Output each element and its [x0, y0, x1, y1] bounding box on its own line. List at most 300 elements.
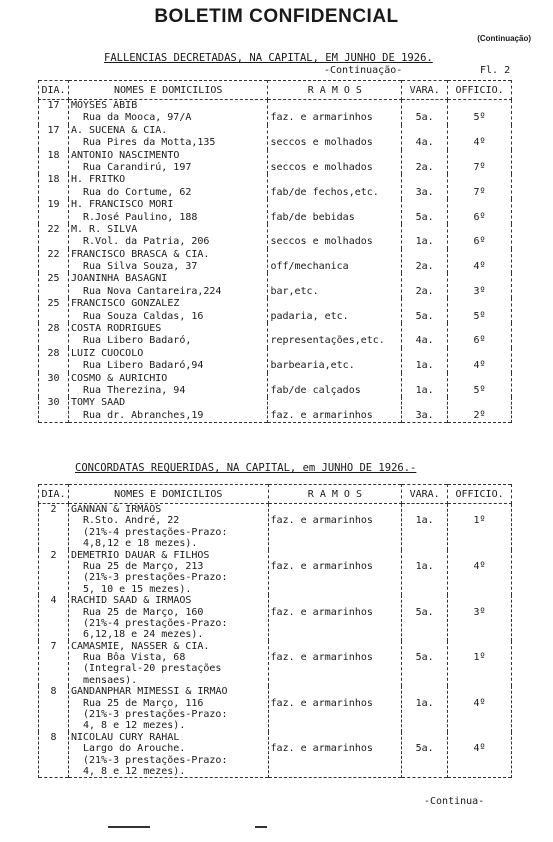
- court-cell: [402, 273, 448, 298]
- name-address-cell: [68, 199, 267, 224]
- court-cell: [402, 249, 448, 274]
- blank-line: [450, 348, 509, 360]
- blank-line: [450, 550, 509, 561]
- office-cell: [448, 224, 512, 249]
- col-header-nomes: NOMES E DOMICILIOS: [68, 81, 267, 100]
- firm-address: Rua Pires da Motta,135: [82, 137, 216, 149]
- court-value: 1a.: [415, 560, 434, 572]
- office-cell: [448, 174, 512, 199]
- firm-address: Rua Silva Souza, 37: [82, 261, 198, 273]
- blank-line: [404, 273, 445, 285]
- court-value: 4a.: [415, 335, 434, 347]
- day-cell: [39, 686, 69, 732]
- table-row: [39, 373, 512, 398]
- branch-value: representações,etc.: [270, 335, 385, 347]
- name-address-cell: [68, 686, 268, 732]
- day-value: 25: [47, 298, 60, 310]
- table-row: [39, 125, 512, 150]
- day-value: 17: [47, 100, 60, 111]
- office-value: 2º: [473, 409, 486, 421]
- office-value: 5º: [473, 310, 486, 322]
- continuation-note: (Continuação): [477, 34, 531, 43]
- blank-line: [270, 373, 399, 385]
- office-value: 5º: [473, 384, 486, 396]
- court-value: 3a.: [415, 186, 434, 198]
- firm-name: FRANCISCO BRASCA & CIA.: [70, 248, 210, 260]
- blank-line: [450, 323, 509, 335]
- day-value: 17: [47, 124, 60, 136]
- court-value: 3a.: [415, 409, 434, 421]
- blank-line: [404, 199, 445, 211]
- blank-line: [271, 550, 400, 561]
- branch-cell: [268, 348, 402, 373]
- blank-line: [450, 100, 509, 112]
- branch-cell: [268, 125, 402, 150]
- day-value: 28: [47, 347, 60, 359]
- branch-cell: [268, 641, 402, 687]
- falencias-subtitle: -Continuação-: [324, 65, 403, 76]
- ink-mark: [108, 826, 150, 828]
- branch-value: faz. e armarinhos: [270, 652, 373, 664]
- firm-address: Rua do Cortume, 62: [82, 186, 192, 198]
- office-value: 6º: [473, 211, 486, 223]
- blank-line: [270, 249, 399, 261]
- name-address-cell: [68, 595, 268, 641]
- blank-line: [404, 348, 445, 360]
- branch-cell: [268, 273, 402, 298]
- table-row: [39, 100, 512, 125]
- col-header-ramos: R A M O S: [268, 485, 402, 504]
- name-address-cell: [68, 373, 267, 398]
- page-number: Fl. 2: [480, 65, 511, 76]
- day-value: 18: [47, 149, 60, 161]
- firm-address: Rua dr. Abranches,19: [82, 409, 204, 421]
- office-cell: [448, 348, 512, 373]
- col-header-oficio: OFFICIO.: [448, 485, 512, 504]
- blank-line: [270, 323, 399, 335]
- office-cell: [448, 504, 512, 550]
- day-cell: [39, 298, 69, 323]
- office-value: 4º: [473, 360, 486, 372]
- firm-address: Rua Nova Cantareira,224: [82, 285, 222, 297]
- firm-address: Largo do Arouche.: [82, 743, 186, 755]
- blank-line: [270, 150, 399, 162]
- blank-line: [404, 298, 445, 310]
- court-cell: [402, 199, 448, 224]
- name-address-cell: [68, 732, 268, 778]
- court-value: 5a.: [415, 211, 434, 223]
- branch-value: padaria, etc.: [270, 310, 349, 322]
- office-cell: [448, 641, 512, 687]
- office-value: 1º: [473, 515, 486, 527]
- office-value: 4º: [473, 697, 486, 709]
- office-cell: [448, 298, 512, 323]
- blank-line: [270, 100, 399, 112]
- office-value: 4º: [473, 560, 486, 572]
- table-row: [39, 273, 512, 298]
- court-cell: [402, 348, 448, 373]
- court-cell: [402, 732, 448, 778]
- court-value: 5a.: [415, 112, 434, 124]
- court-value: 1a.: [415, 236, 434, 248]
- court-value: 1a.: [415, 384, 434, 396]
- falencias-table: [38, 80, 512, 423]
- court-cell: [402, 641, 448, 687]
- day-value: 8: [50, 686, 57, 698]
- office-cell: [448, 273, 512, 298]
- concordatas-table: [38, 484, 512, 778]
- firm-name: CAMASMIE, NASSER & CIA.: [70, 640, 210, 652]
- office-cell: [448, 550, 512, 596]
- firm-name: DEMETRIO DAUAR & FILHOS: [70, 549, 210, 561]
- day-value: 22: [47, 223, 60, 235]
- col-header-dia: DIA.: [39, 485, 69, 504]
- branch-cell: [268, 595, 402, 641]
- office-value: 7º: [473, 161, 486, 173]
- day-cell: [39, 125, 69, 150]
- court-cell: [402, 323, 448, 348]
- day-cell: [39, 273, 69, 298]
- blank-line: [404, 373, 445, 385]
- firm-address: Rua 25 de Março, 213: [82, 560, 204, 572]
- table-row: [39, 641, 512, 687]
- table-row: [39, 595, 512, 641]
- ink-mark: [255, 826, 267, 828]
- branch-cell: [268, 397, 402, 422]
- firm-address: Rua Libero Badaró,: [82, 335, 192, 347]
- blank-line: [450, 397, 509, 409]
- office-cell: [448, 732, 512, 778]
- court-value: 4a.: [415, 137, 434, 149]
- blank-line: [450, 732, 509, 743]
- table-header-row: [39, 81, 512, 100]
- blank-line: [271, 641, 400, 652]
- blank-line: [450, 504, 509, 515]
- name-address-cell: [68, 249, 267, 274]
- agreement-terms: 4, 8 e 12 mezes).: [82, 720, 186, 732]
- branch-cell: [268, 249, 402, 274]
- court-cell: [402, 125, 448, 150]
- table-row: [39, 732, 512, 778]
- firm-name: COSMO & AURICHIO: [70, 372, 168, 384]
- firm-name: TOMY SAAD: [70, 397, 126, 409]
- branch-value: fab/de bebidas: [270, 211, 355, 223]
- agreement-terms: (21%-3 prestações-Prazo:: [82, 709, 228, 721]
- name-address-cell: [68, 125, 267, 150]
- blank-line: [450, 641, 509, 652]
- agreement-terms: 6,12,18 e 24 mezes).: [82, 629, 204, 641]
- blank-line: [270, 125, 399, 137]
- table-row: [39, 249, 512, 274]
- blank-line: [270, 273, 399, 285]
- blank-line: [270, 224, 399, 236]
- day-cell: [39, 641, 69, 687]
- office-value: 4º: [473, 743, 486, 755]
- branch-cell: [268, 174, 402, 199]
- firm-name: GANNAN & IRMÃOS: [70, 504, 162, 515]
- court-value: 5a.: [415, 310, 434, 322]
- day-cell: [39, 348, 69, 373]
- office-value: 5º: [473, 112, 486, 124]
- court-cell: [402, 595, 448, 641]
- office-cell: [448, 397, 512, 422]
- court-value: 1a.: [415, 697, 434, 709]
- firm-address: R.Vol. da Patria, 206: [82, 236, 210, 248]
- blank-line: [450, 686, 509, 697]
- court-cell: [402, 373, 448, 398]
- table-row: [39, 224, 512, 249]
- agreement-terms: (21%-3 prestações-Prazo:: [82, 572, 228, 584]
- blank-line: [450, 595, 509, 606]
- blank-line: [271, 504, 400, 515]
- branch-value: seccos e molhados: [270, 137, 373, 149]
- firm-address: Rua 25 de Março, 160: [82, 606, 204, 618]
- branch-value: faz. e armarinhos: [270, 515, 373, 527]
- firm-address: Rua da Mooca, 97/A: [82, 112, 192, 124]
- name-address-cell: [68, 174, 267, 199]
- branch-value: seccos e molhados: [270, 161, 373, 173]
- table-row: [39, 150, 512, 175]
- day-cell: [39, 199, 69, 224]
- court-value: 5a.: [415, 606, 434, 618]
- branch-cell: [268, 550, 402, 596]
- office-cell: [448, 373, 512, 398]
- office-value: 7º: [473, 186, 486, 198]
- firm-name: GANDANPHAR MIMESSI & IRMÃO: [70, 686, 228, 698]
- firm-name: FRANCISCO GONZALEZ: [70, 298, 180, 310]
- blank-line: [271, 686, 400, 697]
- firm-address: Rua Libero Badaró,94: [82, 360, 204, 372]
- office-cell: [448, 199, 512, 224]
- name-address-cell: [68, 348, 267, 373]
- day-cell: [39, 550, 69, 596]
- day-cell: [39, 150, 69, 175]
- table-row: [39, 686, 512, 732]
- firm-name: LUIZ CUOCOLO: [70, 347, 144, 359]
- branch-value: off/mechanica: [270, 261, 349, 273]
- table-row: [39, 504, 512, 550]
- branch-value: faz. e armarinhos: [270, 409, 373, 421]
- col-header-vara: VARA.: [402, 81, 448, 100]
- blank-line: [271, 595, 400, 606]
- firm-name: M. R. SILVA: [70, 223, 138, 235]
- office-value: 3º: [473, 285, 486, 297]
- office-value: 6º: [473, 335, 486, 347]
- office-cell: [448, 150, 512, 175]
- firm-name: COSTA RODRIGUES: [70, 323, 162, 335]
- agreement-terms: 4,8,12 e 18 mezes).: [82, 538, 198, 550]
- table-row: [39, 348, 512, 373]
- day-value: 8: [50, 731, 57, 743]
- firm-name: H. FRANCISCO MORI: [70, 199, 174, 211]
- day-value: 7: [50, 640, 57, 652]
- branch-value: faz. e armarinhos: [270, 606, 373, 618]
- blank-line: [404, 323, 445, 335]
- court-cell: [402, 224, 448, 249]
- branch-cell: [268, 323, 402, 348]
- branch-value: bar,etc.: [270, 285, 319, 297]
- blank-line: [404, 174, 445, 186]
- table-row: [39, 298, 512, 323]
- branch-value: faz. e armarinhos: [270, 560, 373, 572]
- office-cell: [448, 125, 512, 150]
- blank-line: [404, 100, 445, 112]
- branch-cell: [268, 298, 402, 323]
- day-value: 30: [47, 372, 60, 384]
- branch-value: seccos e molhados: [270, 236, 373, 248]
- table-row: [39, 397, 512, 422]
- blank-line: [404, 125, 445, 137]
- agreement-terms: 4, 8 e 12 mezes).: [82, 765, 186, 777]
- agreement-terms: (21%-4 prestações-Prazo:: [82, 617, 228, 629]
- firm-name: ANTONIO NASCIMENTO: [70, 149, 180, 161]
- branch-value: fab/de fechos,etc.: [270, 186, 379, 198]
- office-cell: [448, 686, 512, 732]
- court-value: 1a.: [415, 360, 434, 372]
- day-value: 18: [47, 174, 60, 186]
- blank-line: [404, 397, 445, 409]
- agreement-terms: (Integral-20 prestações: [82, 663, 222, 675]
- office-value: 1º: [473, 652, 486, 664]
- day-cell: [39, 249, 69, 274]
- name-address-cell: [68, 273, 267, 298]
- firm-address: Rua 25 de Março, 116: [82, 697, 204, 709]
- branch-value: faz. e armarinhos: [270, 743, 373, 755]
- name-address-cell: [68, 100, 267, 125]
- day-cell: [39, 397, 69, 422]
- name-address-cell: [68, 550, 268, 596]
- day-cell: [39, 732, 69, 778]
- court-value: 2a.: [415, 261, 434, 273]
- court-cell: [402, 686, 448, 732]
- firm-name: RACHID SAAD & IRMÃOS: [70, 595, 192, 607]
- blank-line: [450, 199, 509, 211]
- branch-cell: [268, 224, 402, 249]
- day-value: 28: [47, 323, 60, 335]
- blank-line: [404, 504, 445, 515]
- table-row: [39, 550, 512, 596]
- name-address-cell: [68, 504, 268, 550]
- day-value: 2: [50, 549, 57, 561]
- branch-value: fab/de calçados: [270, 384, 361, 396]
- court-value: 2a.: [415, 285, 434, 297]
- day-value: 22: [47, 248, 60, 260]
- office-value: 6º: [473, 236, 486, 248]
- blank-line: [450, 298, 509, 310]
- day-cell: [39, 595, 69, 641]
- branch-cell: [268, 150, 402, 175]
- branch-value: faz. e armarinhos: [270, 112, 373, 124]
- firm-name: NICOLAU CURY RAHAL: [70, 731, 180, 743]
- court-cell: [402, 550, 448, 596]
- table-row: [39, 323, 512, 348]
- blank-line: [404, 224, 445, 236]
- court-value: 5a.: [415, 652, 434, 664]
- blank-line: [271, 732, 400, 743]
- table-row: [39, 174, 512, 199]
- blank-line: [450, 373, 509, 385]
- table-header-row: [39, 485, 512, 504]
- court-cell: [402, 504, 448, 550]
- day-cell: [39, 100, 69, 125]
- document-title: BOLETIM CONFIDENCIAL: [154, 6, 399, 27]
- blank-line: [404, 595, 445, 606]
- branch-cell: [268, 504, 402, 550]
- blank-line: [270, 298, 399, 310]
- blank-line: [270, 348, 399, 360]
- agreement-terms: 5, 10 e 15 mezes).: [82, 583, 192, 595]
- blank-line: [450, 249, 509, 261]
- firm-name: MOYSÉS ABIB: [70, 100, 138, 111]
- court-cell: [402, 397, 448, 422]
- blank-line: [450, 174, 509, 186]
- agreement-terms: (21%-4 prestações-Prazo:: [82, 526, 228, 538]
- day-value: 4: [50, 595, 57, 607]
- branch-cell: [268, 199, 402, 224]
- court-cell: [402, 298, 448, 323]
- branch-value: faz. e armarinhos: [270, 697, 373, 709]
- day-cell: [39, 504, 69, 550]
- falencias-title: FALLENCIAS DECRETADAS, NA CAPITAL, EM JUNHO DE 1926.: [104, 52, 433, 64]
- firm-address: R.Sto. André, 22: [82, 515, 180, 527]
- court-cell: [402, 150, 448, 175]
- col-header-ramos: R A M O S: [268, 81, 402, 100]
- office-value: 4º: [473, 261, 486, 273]
- office-cell: [448, 249, 512, 274]
- day-value: 2: [50, 504, 57, 515]
- blank-line: [450, 224, 509, 236]
- table-row: [39, 199, 512, 224]
- day-cell: [39, 373, 69, 398]
- branch-cell: [268, 100, 402, 125]
- court-value: 2a.: [415, 161, 434, 173]
- blank-line: [450, 150, 509, 162]
- blank-line: [404, 641, 445, 652]
- name-address-cell: [68, 641, 268, 687]
- concordatas-title: CONCORDATAS REQUERIDAS, NA CAPITAL, em JUNHO DE 1926.-: [75, 462, 417, 474]
- firm-address: Rua Carandirú, 197: [82, 161, 192, 173]
- blank-line: [404, 150, 445, 162]
- name-address-cell: [68, 224, 267, 249]
- name-address-cell: [68, 150, 267, 175]
- court-value: 1a.: [415, 515, 434, 527]
- continua-note: -Continua-: [424, 796, 485, 807]
- blank-line: [450, 125, 509, 137]
- court-cell: [402, 174, 448, 199]
- blank-line: [450, 273, 509, 285]
- firm-name: H. FRITKO: [70, 174, 126, 186]
- day-cell: [39, 174, 69, 199]
- office-value: 4º: [473, 137, 486, 149]
- col-header-vara: VARA.: [402, 485, 448, 504]
- name-address-cell: [68, 397, 267, 422]
- office-value: 3º: [473, 606, 486, 618]
- firm-name: JOANINHA BASAGNI: [70, 273, 168, 285]
- blank-line: [270, 174, 399, 186]
- agreement-terms: mensaes).: [82, 674, 138, 686]
- blank-line: [404, 686, 445, 697]
- day-cell: [39, 224, 69, 249]
- court-cell: [402, 100, 448, 125]
- blank-line: [404, 249, 445, 261]
- col-header-dia: DIA.: [39, 81, 69, 100]
- branch-cell: [268, 373, 402, 398]
- firm-address: R.José Paulino, 188: [82, 211, 198, 223]
- name-address-cell: [68, 298, 267, 323]
- office-cell: [448, 595, 512, 641]
- office-cell: [448, 100, 512, 125]
- day-value: 30: [47, 397, 60, 409]
